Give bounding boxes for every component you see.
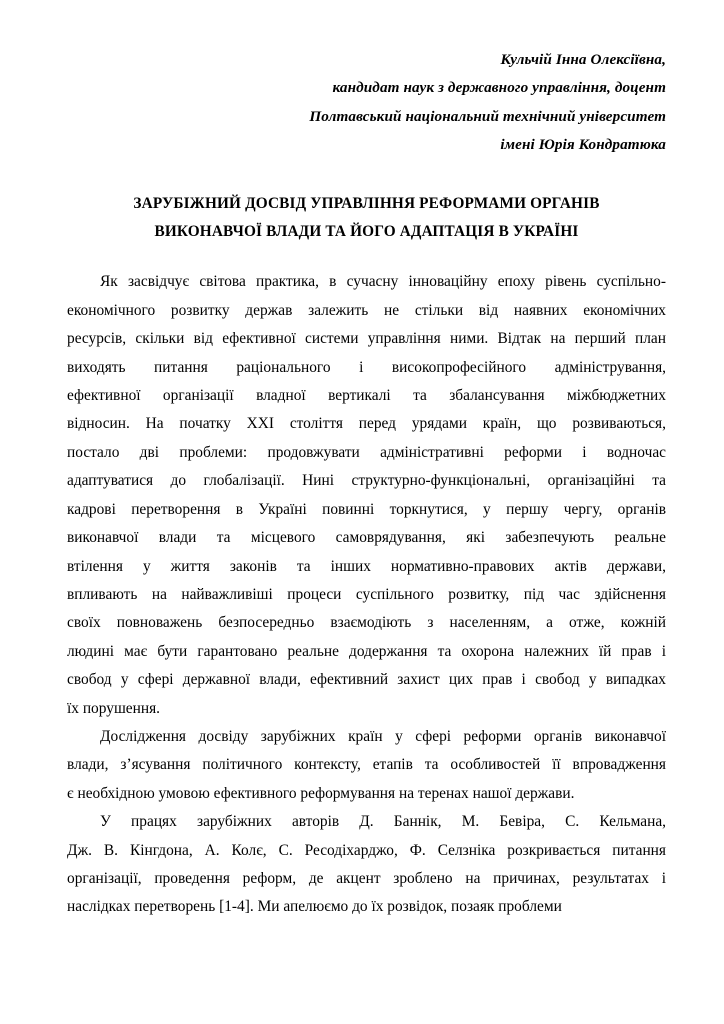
page-title-line-2: ВИКОНАВЧОЇ ВЛАДИ ТА ЙОГО АДАПТАЦІЯ В УКРАЇНІ [154, 223, 579, 241]
text-line: ресурсів, скільки від ефективної системи управління ними. Відтак на перший план [67, 330, 666, 348]
text-line: Дж. В. Кінгдона, А. Колє, С. Ресодіхарджо, Ф. Селзніка розкривається питання [67, 841, 666, 859]
text-line: своїх повноважень безпосередньо взаємодіють з населенням, а отже, кожній [67, 614, 666, 632]
text-line: є необхідною умовою ефективного реформування на теренах нашої держави. [67, 784, 575, 802]
text-line: втілення у життя законів та інших нормативно-правових актів держави, [67, 557, 666, 575]
text-line: свобод у сфері державної влади, ефективний захист цих прав і свобод у випадках [67, 671, 666, 689]
paragraph-1 [67, 268, 666, 723]
author-degree: кандидат наук з державного управління, доцент [332, 79, 666, 97]
page-title [67, 160, 666, 247]
text-line: постало дві проблеми: продовжувати адміністративні реформи і водночас [67, 443, 666, 461]
page-content [67, 0, 666, 922]
paragraph-3 [67, 808, 666, 922]
text-line: відносин. На початку XXI століття перед урядами країн, що розвиваються, [67, 415, 666, 433]
author-institution-continued: імені Юрія Кондратюка [500, 136, 666, 154]
text-line: економічного розвитку держав залежить не стільки від наявних економічних [67, 301, 666, 319]
paragraph-2 [67, 723, 666, 808]
text-line: Дослідження досвіду зарубіжних країн у сфері реформи органів виконавчої [100, 727, 666, 745]
page-title-line-1: ЗАРУБІЖНИЙ ДОСВІД УПРАВЛІННЯ РЕФОРМАМИ ОРГАНІВ [133, 194, 600, 212]
text-line: У працях зарубіжних авторів Д. Баннік, М. Бевіра, С. Кельмана, [100, 813, 666, 831]
text-line: людині має бути гарантовано реальне додержання та охорона належних їй прав і [67, 642, 666, 660]
text-line: впливають на найважливіші процеси суспільного розвитку, під час здійснення [67, 585, 666, 603]
text-line: організації, проведення реформ, де акцент зроблено на причинах, результатах і [67, 869, 666, 887]
text-line: адаптуватися до глобалізації. Нині структурно-функціональні, організаційні та [67, 472, 666, 490]
text-line: наслідках перетворень [1-4]. Ми апелюємо до їх розвідок, позаяк проблеми [67, 898, 562, 916]
author-name: Кульчій Інна Олексіївна, [500, 51, 666, 68]
author-affiliation-block [67, 0, 666, 160]
text-line: виходять питання раціонального і високопрофесійного адміністрування, [67, 358, 666, 376]
text-line: ефективної організації владної вертикалі та збалансування міжбюджетних [67, 387, 666, 405]
author-institution: Полтавський національний технічний університет [309, 107, 666, 125]
text-line: Як засвідчує світова практика, в сучасну інноваційну епоху рівень суспільно- [100, 273, 666, 291]
text-line: кадрові перетворення в Україні повинні торкнутися, у першу чергу, органів [67, 500, 666, 518]
text-line: влади, з’ясування політичного контексту, етапів та особливостей її впровадження [67, 756, 666, 774]
text-line: їх порушення. [67, 699, 161, 717]
text-line: виконавчої влади та місцевого самоврядування, які забезпечують реальне [67, 529, 666, 547]
body-text [67, 246, 666, 921]
